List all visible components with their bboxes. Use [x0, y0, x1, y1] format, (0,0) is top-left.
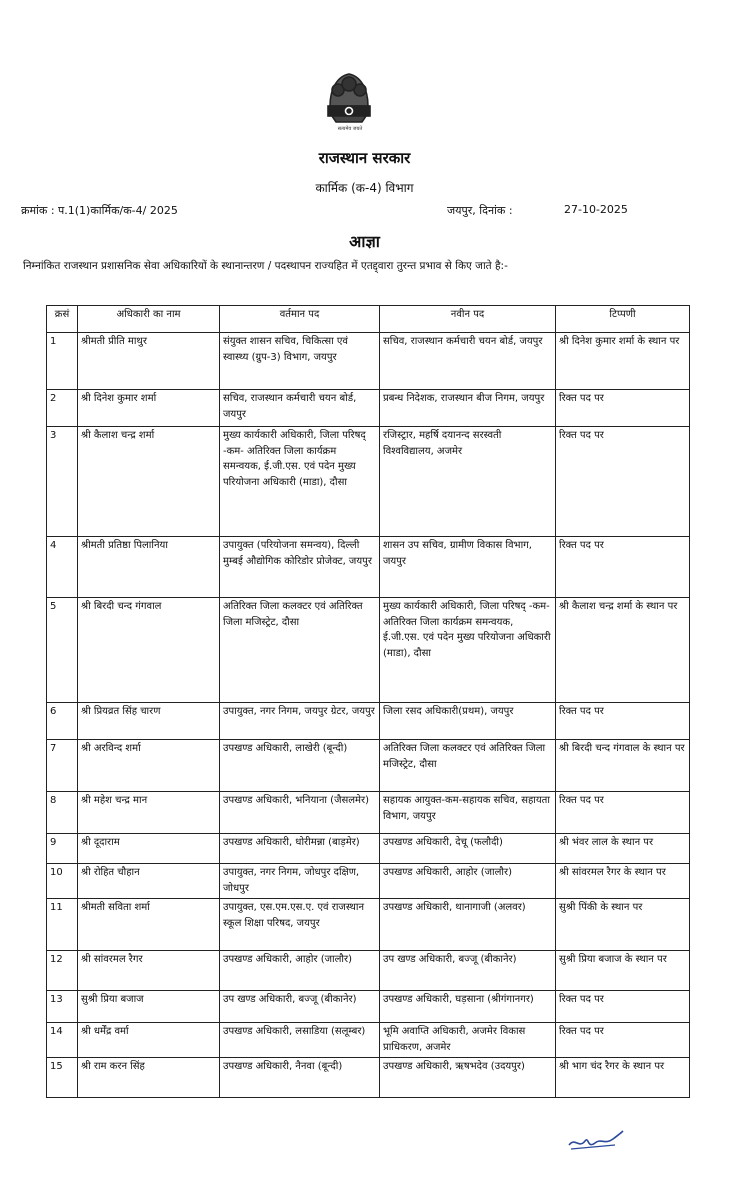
cell-officer-name: श्री धर्मेंद्र वर्मा: [78, 1023, 220, 1058]
order-number: क्रमांक : प.1(1)कार्मिक/क-4/ 2025: [21, 204, 178, 217]
cell-current-post: मुख्य कार्यकारी अधिकारी, जिला परिषद् -कम- अतिरिक्त जिला कार्यक्रम समन्वयक, ई.जी.एस. एवं पदेन मुख्य परियोजना अधिकारी (माडा), दौसा: [220, 427, 380, 537]
table-row: [47, 1058, 690, 1098]
table-row: [47, 899, 690, 951]
table-row: [47, 427, 690, 537]
cell-remark: श्री दिनेश कुमार शर्मा के स्थान पर: [556, 333, 690, 390]
cell-current-post: उपखण्ड अधिकारी, भनियाना (जैसलमेर): [220, 792, 380, 834]
cell-remark: रिक्त पद पर: [556, 1023, 690, 1058]
cell-new-post: उप खण्ड अधिकारी, बज्जू (बीकानेर): [380, 951, 556, 991]
cell-current-post: संयुक्त शासन सचिव, चिकित्सा एवं स्वास्थ्य (ग्रुप-3) विभाग, जयपुर: [220, 333, 380, 390]
table-row: [47, 537, 690, 598]
cell-new-post: जिला रसद अधिकारी(प्रथम), जयपुर: [380, 703, 556, 740]
cell-new-post: सहायक आयुक्त-कम-सहायक सचिव, सहायता विभाग, जयपुर: [380, 792, 556, 834]
cell-remark: रिक्त पद पर: [556, 427, 690, 537]
cell-sn: 8: [47, 792, 78, 834]
column-header-remark: टिप्पणी: [556, 306, 690, 333]
cell-new-post: प्रबन्ध निदेशक, राजस्थान बीज निगम, जयपुर: [380, 390, 556, 427]
cell-sn: 15: [47, 1058, 78, 1098]
table-row: [47, 1023, 690, 1058]
cell-remark: सुश्री पिंकी के स्थान पर: [556, 899, 690, 951]
cell-remark: श्री बिरदी चन्द गंगवाल के स्थान पर: [556, 740, 690, 792]
order-intro-text: निम्नांकित राजस्थान प्रशासनिक सेवा अधिकारियों के स्थानान्तरण / पदस्थापन राज्यहित में एतद्द्वारा तुरन्त प्रभाव से किए जाते है:-: [23, 260, 508, 272]
cell-sn: 7: [47, 740, 78, 792]
cell-officer-name: श्री दिनेश कुमार शर्मा: [78, 390, 220, 427]
cell-sn: 14: [47, 1023, 78, 1058]
cell-officer-name: श्री प्रियव्रत सिंह चारण: [78, 703, 220, 740]
cell-officer-name: श्री दूदाराम: [78, 834, 220, 864]
cell-new-post: सचिव, राजस्थान कर्मचारी चयन बोर्ड, जयपुर: [380, 333, 556, 390]
cell-current-post: उपायुक्त (परियोजना समन्वय), दिल्ली मुम्बई औद्योगिक कोरिडोर प्रोजेक्ट, जयपुर: [220, 537, 380, 598]
table-row: [47, 390, 690, 427]
cell-sn: 12: [47, 951, 78, 991]
table-row: [47, 740, 690, 792]
cell-officer-name: श्री बिरदी चन्द गंगवाल: [78, 598, 220, 703]
department-title: कार्मिक (क-4) विभाग: [315, 181, 414, 195]
cell-current-post: उपखण्ड अधिकारी, नैनवा (बून्दी): [220, 1058, 380, 1098]
order-title: आज्ञा: [349, 232, 380, 251]
cell-remark: श्री भाग चंद रैगर के स्थान पर: [556, 1058, 690, 1098]
cell-new-post: उपखण्ड अधिकारी, देचू (फलौदी): [380, 834, 556, 864]
cell-new-post: उपखण्ड अधिकारी, थानागाजी (अलवर): [380, 899, 556, 951]
cell-officer-name: श्री अरविन्द शर्मा: [78, 740, 220, 792]
table-header-row: [47, 306, 690, 333]
cell-remark: रिक्त पद पर: [556, 390, 690, 427]
cell-officer-name: श्री सांवरमल रैगर: [78, 951, 220, 991]
government-title: राजस्थान सरकार: [318, 149, 411, 167]
cell-current-post: उपायुक्त, नगर निगम, जोधपुर दक्षिण, जोधपुर: [220, 864, 380, 899]
cell-remark: रिक्त पद पर: [556, 991, 690, 1023]
cell-remark: रिक्त पद पर: [556, 703, 690, 740]
cell-new-post: अतिरिक्त जिला कलक्टर एवं अतिरिक्त जिला मजिस्ट्रेट, दौसा: [380, 740, 556, 792]
table-row: [47, 834, 690, 864]
cell-current-post: उपखण्ड अधिकारी, लसाडिया (सलूम्बर): [220, 1023, 380, 1058]
cell-remark: श्री भंवर लाल के स्थान पर: [556, 834, 690, 864]
cell-current-post: उपखण्ड अधिकारी, लाखेरी (बून्दी): [220, 740, 380, 792]
cell-new-post: उपखण्ड अधिकारी, घड़साना (श्रीगंगानगर): [380, 991, 556, 1023]
cell-new-post: रजिस्ट्रार, महर्षि दयानन्द सरस्वती विश्वविद्यालय, अजमेर: [380, 427, 556, 537]
table-row: [47, 864, 690, 899]
signature-icon: [565, 1125, 625, 1153]
cell-sn: 11: [47, 899, 78, 951]
table-row: [47, 598, 690, 703]
cell-sn: 10: [47, 864, 78, 899]
cell-sn: 5: [47, 598, 78, 703]
cell-officer-name: सुश्री प्रिया बजाज: [78, 991, 220, 1023]
order-date: 27-10-2025: [564, 203, 628, 216]
cell-officer-name: श्री राम करन सिंह: [78, 1058, 220, 1098]
cell-remark: श्री कैलाश चन्द्र शर्मा के स्थान पर: [556, 598, 690, 703]
column-header-new-post: नवीन पद: [380, 306, 556, 333]
order-place-label: जयपुर, दिनांक :: [447, 204, 513, 217]
cell-sn: 6: [47, 703, 78, 740]
cell-new-post: उपखण्ड अधिकारी, आहोर (जालौर): [380, 864, 556, 899]
cell-officer-name: श्रीमती प्रतिष्ठा पिलानिया: [78, 537, 220, 598]
column-header-current-post: वर्तमान पद: [220, 306, 380, 333]
cell-current-post: उप खण्ड अधिकारी, बज्जू (बीकानेर): [220, 991, 380, 1023]
column-header-sn: क्रसं: [47, 306, 78, 333]
cell-sn: 3: [47, 427, 78, 537]
cell-officer-name: श्रीमती सविता शर्मा: [78, 899, 220, 951]
cell-remark: सुश्री प्रिया बजाज के स्थान पर: [556, 951, 690, 991]
cell-sn: 4: [47, 537, 78, 598]
column-header-name: अधिकारी का नाम: [78, 306, 220, 333]
table-row: [47, 333, 690, 390]
cell-sn: 2: [47, 390, 78, 427]
cell-remark: रिक्त पद पर: [556, 792, 690, 834]
cell-remark: श्री सांवरमल रैगर के स्थान पर: [556, 864, 690, 899]
cell-officer-name: श्री महेश चन्द्र मान: [78, 792, 220, 834]
cell-current-post: उपखण्ड अधिकारी, आहोर (जालौर): [220, 951, 380, 991]
cell-officer-name: श्री कैलाश चन्द्र शर्मा: [78, 427, 220, 537]
transfer-table: [46, 305, 690, 1098]
cell-current-post: सचिव, राजस्थान कर्मचारी चयन बोर्ड, जयपुर: [220, 390, 380, 427]
table-row: [47, 951, 690, 991]
cell-current-post: उपखण्ड अधिकारी, धोरीमन्ना (बाड़मेर): [220, 834, 380, 864]
cell-sn: 1: [47, 333, 78, 390]
emblem-motto: सत्यमेव जयते: [337, 126, 363, 132]
cell-current-post: अतिरिक्त जिला कलक्टर एवं अतिरिक्त जिला मजिस्ट्रेट, दौसा: [220, 598, 380, 703]
cell-officer-name: श्रीमती प्रीति माथुर: [78, 333, 220, 390]
cell-new-post: भूमि अवाप्ति अधिकारी, अजमेर विकास प्राधिकरण, अजमेर: [380, 1023, 556, 1058]
cell-new-post: उपखण्ड अधिकारी, ऋषभदेव (उदयपुर): [380, 1058, 556, 1098]
cell-sn: 13: [47, 991, 78, 1023]
table-row: [47, 792, 690, 834]
cell-officer-name: श्री रोहित चौहान: [78, 864, 220, 899]
cell-current-post: उपायुक्त, एस.एम.एस.ए. एवं राजस्थान स्कूल शिक्षा परिषद, जयपुर: [220, 899, 380, 951]
cell-remark: रिक्त पद पर: [556, 537, 690, 598]
table-row: [47, 991, 690, 1023]
cell-new-post: शासन उप सचिव, ग्रामीण विकास विभाग, जयपुर: [380, 537, 556, 598]
cell-new-post: मुख्य कार्यकारी अधिकारी, जिला परिषद् -कम- अतिरिक्त जिला कार्यक्रम समन्वयक, ई.जी.एस. एवं पदेन मुख्य परियोजना अधिकारी (माडा), दौसा: [380, 598, 556, 703]
table-row: [47, 703, 690, 740]
cell-current-post: उपायुक्त, नगर निगम, जयपुर ग्रेटर, जयपुर: [220, 703, 380, 740]
cell-sn: 9: [47, 834, 78, 864]
